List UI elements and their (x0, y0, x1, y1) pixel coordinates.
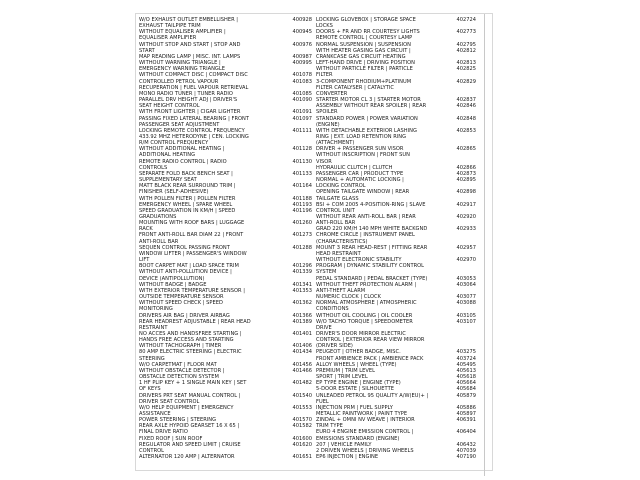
option-description: EMERGENCY WARNING TRIANGLE (139, 66, 225, 73)
option-code: 403077 (456, 294, 476, 301)
option-description: EP TYPE ENGINE | ENGINE (TYPE) (316, 380, 401, 387)
option-code: 401582 (292, 423, 312, 430)
option-description: WITH DETACHABLE EXTERIOR LASHING (316, 127, 417, 134)
option-code: 401466 (292, 367, 312, 374)
option-description: GRADUATIONS (139, 214, 177, 220)
option-code: 403105 (456, 312, 476, 319)
option-description: METALLIC PAINTWORK | PAINT TYPE (316, 411, 408, 417)
option-description: TAILGATE GLASS (316, 195, 359, 202)
option-code: 401362 (292, 300, 312, 307)
option-code: 401456 (292, 361, 312, 368)
document-page (136, 14, 492, 470)
option-code: 402873 (456, 170, 476, 177)
option-code: 402933 (456, 226, 476, 233)
option-description: REMOTE RADIO CONTROL | RADIO (139, 158, 227, 165)
option-code: 401353 (292, 287, 312, 294)
option-code: 401260 (292, 220, 312, 227)
option-code: 402917 (456, 201, 476, 208)
option-description: FUEL (316, 398, 329, 405)
option-description: PARALLEL DRV HEIGHT ADJ | DRIVER'S (139, 97, 238, 104)
option-description: DEVICE (ANTIPOLLUTION) (139, 275, 205, 282)
option-description: (ATTACHMENT) (316, 140, 355, 147)
option-description: WITHOUT THEFT PROTECTION ALARM | (316, 281, 417, 288)
option-description: CONTROLLED PETROL VAPOUR (139, 78, 219, 85)
option-description: BSI + COM 2005 4-POSITION-RING | SLAVE (316, 201, 426, 208)
option-code: 401097 (292, 115, 312, 122)
option-code: 400995 (292, 60, 312, 67)
option-code: 401130 (292, 158, 312, 165)
option-code: 401091 (292, 109, 312, 116)
option-description: DRIVE (316, 324, 332, 331)
option-description: LOCKING GLOVEBOX | STORAGE SPACE (316, 17, 416, 23)
option-description: WITH POLLEN FILTER | POLLEN FILTER (139, 195, 236, 202)
option-code: 402813 (456, 60, 476, 67)
option-code: 400976 (292, 41, 312, 48)
option-description: MATT BLACK REAR SURROUND TRIM | (139, 183, 236, 190)
option-code: 403107 (456, 318, 476, 325)
option-code: 400945 (292, 29, 312, 36)
option-code: 402724 (456, 17, 476, 23)
option-description: DOORS + FR AND RR COURTESY LIGHTS (316, 29, 420, 36)
option-code: 401389 (292, 318, 312, 325)
option-description: NUMERIC CLOCK | CLOCK (316, 294, 381, 301)
option-description: 5-DOOR ESTATE | SILHOUETTE (316, 386, 394, 393)
option-description: SUPPLEMENTARY SEAT (139, 177, 197, 184)
option-code: 405684 (456, 386, 476, 393)
option-description: EURO 4 ENGINE EMISSION CONTROL | (316, 429, 414, 436)
option-description: (ENGINE) (316, 121, 340, 128)
option-code: 405886 (456, 404, 476, 411)
option-description: SEAT HEIGHT CONTROL (139, 103, 200, 110)
option-description: LOCKING CONTROL (316, 183, 366, 190)
option-code: 401540 (292, 392, 312, 399)
option-description: START (139, 47, 155, 54)
option-code: 401341 (292, 281, 312, 288)
option-row (139, 454, 312, 460)
option-description: MONITORING (139, 306, 173, 313)
option-description: BOOT CARPET MAT | LOAD SPACE TRIM (139, 263, 239, 270)
option-description: WITHOUT ANTI-POLLUTION DEVICE | (139, 269, 232, 276)
option-code: 401401 (292, 330, 312, 337)
option-description: REMOTE CONTROL | COURTESY LAMP (316, 35, 413, 42)
option-description: LOCKS (316, 23, 333, 30)
option-code: 403724 (456, 355, 476, 362)
option-code: 401406 (292, 343, 312, 350)
option-description: PASSENGER CAR | PRODUCT TYPE (316, 170, 404, 177)
option-description: NORMAL SUSPENSION | SUSPENSION (316, 41, 411, 48)
option-description: REGULATOR AND SPEED LIMIT | CRUISE (139, 441, 241, 448)
option-description: SYSTEM (316, 269, 337, 276)
option-code: 402846 (456, 103, 476, 110)
option-description: WITHOUT REAR ANTI-ROLL BAR | REAR (316, 214, 416, 220)
option-description: WINDOW LIFTER | PASSENGER'S WINDOW (139, 250, 247, 257)
option-description: EP6 INJECTION | ENGINE (316, 454, 379, 461)
option-code: 403064 (456, 281, 476, 288)
option-description: INJECTION PRM | FUEL SUPPLY (316, 404, 393, 411)
option-description: POWER STEERING | STEERING (139, 417, 217, 424)
option-description: ALLOY WHEELS | WHEEL (TYPE) (316, 361, 397, 368)
option-description: MOUNT 3 REAR HEAD-REST | FITTING REAR (316, 244, 428, 251)
option-description: 2 DRIVEN WHEELS | DRIVING WHEELS (316, 447, 414, 454)
option-description: FILTER CATALYSER | CATALYTIC (316, 84, 394, 91)
option-description: MONO RADIO TUNER | TUNER RADIO (139, 90, 233, 97)
option-code: 403053 (456, 275, 476, 282)
option-description: GRAD 220 KM/H 140 MPH WHITE BACKGND (316, 226, 428, 233)
option-code: 401366 (292, 312, 312, 319)
option-description: (CHARACTERISTICS) (316, 238, 368, 245)
option-description: LOCKING REMOTE CONTROL FREQUENCY (139, 127, 245, 134)
option-description: WITHOUT COMPACT DISC | COMPACT DISC (139, 72, 248, 79)
option-description: STARTER MOTOR CL 3 | STARTER MOTOR (316, 97, 421, 104)
option-description: SPEED GRADUATION IN KM/H | SPEED (139, 207, 236, 214)
option-description: WITHOUT WARNING TRIANGLE | (139, 60, 221, 67)
option-code: 401651 (292, 454, 312, 461)
option-description: UNLEADED PETROL 95 QUALITY A/W(EU)+ | (316, 392, 429, 399)
option-description: PEDAL STANDARD | PEDAL BRACKET (TYPE) (316, 275, 428, 282)
option-code: 406432 (456, 441, 476, 448)
page-edge-line (484, 14, 485, 476)
option-description: WITHOUT OIL COOLING | OIL COOLER (316, 312, 413, 319)
option-description: ASSEMBLY WITHOUT REAR SPOILER | REAR (316, 103, 427, 110)
option-description: 80 AMP ELECTRIC STEERING | ELECTRIC (139, 349, 242, 356)
option-description: 433.92 MHZ HETERODYNE | CEN. LOCKING (139, 133, 249, 140)
option-description: OUTSIDE TEMPERATURE SENSOR (139, 294, 224, 301)
option-description: SEPARATE FOLD BACK BENCH SEAT | (139, 170, 233, 177)
option-description: W/O CARPETMAT | FLOOR MAT (139, 361, 217, 368)
option-description: RACK (139, 226, 153, 233)
option-description: ANTI-ROLL BAR (316, 220, 356, 227)
option-description: WITHOUT EQUALISER AMPLIFIER | (139, 29, 226, 36)
option-row (316, 454, 476, 460)
option-description: PREMIUM | TRIM LEVEL (316, 367, 375, 374)
option-code: 402795 (456, 41, 476, 48)
option-code: 402898 (456, 189, 476, 196)
option-code: 401111 (292, 127, 312, 134)
option-description: OBSTACLE DETECTION SYSTEM (139, 374, 219, 381)
option-code: 402865 (456, 146, 476, 153)
option-description: CONTROL UNIT (316, 207, 355, 214)
option-code: 402848 (456, 115, 476, 122)
option-description: WITH EXTERIOR TEMPERATURE SENSOR | (139, 287, 245, 294)
option-description: FIXED ROOF | SUN ROOF (139, 435, 203, 442)
option-description: WITHOUT TACHOGRAPH | TIMER (139, 343, 222, 350)
option-description: MAP READING LAMP | MISC. INT. LAMPS (139, 53, 241, 60)
option-description: STANDARD POWER | POWER VARIATION (316, 115, 418, 122)
option-description: WITHOUT ELECTRONIC STABILITY (316, 257, 402, 264)
option-description: RING | EXT. LOAD RETENTION RING (316, 133, 407, 140)
option-code: 402829 (456, 78, 476, 85)
option-description: W/O HELP EQUIPMENT | EMERGENCY (139, 404, 234, 411)
option-description: WITHOUT PARTICLE FILTER | PARTICLE (316, 66, 413, 73)
option-description: PROGRAM | DYNAMIC STABILITY CONTROL (316, 263, 425, 270)
option-description: MOUNTING WITH ROOF BARS | LUGGAGE (139, 220, 245, 227)
option-code: 401128 (292, 146, 312, 153)
option-description: FRONT AMBIENCE PACK | AMBIENCE PACK (316, 355, 424, 362)
option-code: 401196 (292, 207, 312, 214)
option-code: 401553 (292, 404, 312, 411)
option-description: PASSING FIXED LATERAL BEARING | FRONT (139, 115, 249, 122)
option-description: VISOR (316, 158, 332, 165)
option-description: (DRIVER SIDE) (316, 343, 353, 350)
option-code: 405618 (456, 374, 476, 381)
option-description: 3-COMPONENT RHODIUM+PLATINUM (316, 78, 412, 85)
option-description: EQUALISER AMPLIFIER (139, 35, 197, 42)
option-description: WITHOUT SPEED CHECK | SPEED (139, 300, 223, 307)
option-code: 401434 (292, 349, 312, 356)
option-description: RECUPERATION | FUEL VAPOUR RETRIEVAL (139, 84, 249, 91)
option-code: 402970 (456, 257, 476, 264)
option-description: PASSENGER SEAT ADJUSTMENT (139, 121, 220, 128)
option-description: DRIVER + PASSENGER SUN VISOR (316, 146, 404, 153)
option-code: 402866 (456, 164, 476, 171)
option-description: DRIVER'S DOOR MIRROR ELECTRIC (316, 330, 406, 337)
option-code: 400928 (292, 17, 312, 23)
option-description: TRIM TYPE (316, 423, 343, 430)
option-code: 401600 (292, 435, 312, 442)
option-description: ADDITIONAL HEATING (139, 152, 196, 159)
option-description: DRIVER SEAT CONTROL (139, 398, 200, 405)
option-description: PEUGEOT | OTHER BADGE, MISC. (316, 349, 401, 356)
option-description: EMERGENCY WHEEL | SPARE WHEEL (139, 201, 233, 208)
option-description: FILTER (316, 72, 333, 79)
option-code: 401620 (292, 441, 312, 448)
option-code: 401339 (292, 269, 312, 276)
option-description: CONTROLS (139, 164, 168, 171)
option-description: SEQUEN CONTROL PASSING FRONT (139, 244, 230, 251)
option-description: 207 | VEHICLE FAMILY (316, 441, 372, 448)
option-description: ALTERNATOR 120 AMP | ALTERNATOR (139, 454, 235, 461)
option-code: 406404 (456, 429, 476, 436)
option-description: HANDS FREE ACCESS AND STARTING (139, 337, 234, 344)
option-description: ANTI-THEFT ALARM (316, 287, 366, 294)
option-description: LEFT-HAND DRIVE | DRIVING POSITION (316, 60, 415, 67)
option-description: LIFT (139, 257, 150, 264)
option-description: EMISSIONS STANDARD (ENGINE) (316, 435, 400, 442)
option-code: 402895 (456, 177, 476, 184)
option-code: 402773 (456, 29, 476, 36)
option-code: 405664 (456, 380, 476, 387)
option-description: HEAD RESTRAINT (316, 250, 361, 257)
option-code: 401482 (292, 380, 312, 387)
option-description: REAR AXLE HYPOID GEARSET 16 X 65 | (139, 423, 240, 430)
option-description: ANTI-ROLL BAR (139, 238, 179, 245)
option-description: STEERING (139, 355, 165, 362)
option-code: 402837 (456, 97, 476, 104)
option-code: 403088 (456, 300, 476, 307)
option-code: 403275 (456, 349, 476, 356)
option-description: NORMAL + AUTOMATIC LOCKING | (316, 177, 404, 184)
option-code: 401193 (292, 201, 312, 208)
option-code: 401090 (292, 97, 312, 104)
option-description: HYDRAULIC CLUTCH | CLUTCH (316, 164, 393, 171)
option-description: REAR HEADREST ADJUSTABLE | REAR HEAD (139, 318, 251, 325)
option-code: 401083 (292, 78, 312, 85)
option-description: CONTROL | EXTERIOR REAR VIEW MIRROR (316, 337, 425, 344)
option-description: WITH FRONT LIGHTER | CIGAR LIGHTER (139, 109, 241, 116)
option-code: 401078 (292, 72, 312, 79)
option-list-left (139, 17, 312, 460)
option-description: SPORT | TRIM LEVEL (316, 374, 368, 381)
option-code: 405879 (456, 392, 476, 399)
option-description: FRONT ANTI-ROLL BAR DIAM 22 | FRONT (139, 232, 244, 239)
option-code: 405897 (456, 411, 476, 417)
option-description: CHROME CIRCLE | INSTRUMENT PANEL (316, 232, 415, 239)
option-description: WITHOUT OBSTACLE DETECTOR | (139, 367, 225, 374)
option-description: RESTRAINT (139, 324, 168, 331)
option-description: WITH HEATER GASING GAS CIRCUIT | (316, 47, 411, 54)
option-code: 407190 (456, 454, 476, 461)
option-description: OF KEYS (139, 386, 161, 393)
option-description: W/O TACHO TORQUE | SPEEDOMETER (316, 318, 413, 325)
option-description: SPOILER (316, 109, 338, 116)
option-description: CONVERTER (316, 90, 348, 97)
option-code: 402825 (456, 66, 476, 73)
option-description: W/O EXHAUST OUTLET EMBELLISHER | (139, 17, 239, 23)
option-description: WITHOUT ADDITIONAL HEATING | (139, 146, 225, 153)
option-code: 406391 (456, 417, 476, 424)
option-code: 401188 (292, 195, 312, 202)
option-code: 400987 (292, 53, 312, 60)
option-code: 402853 (456, 127, 476, 134)
option-code: 405495 (456, 361, 476, 368)
option-code: 401164 (292, 183, 312, 190)
option-code: 402812 (456, 47, 476, 54)
option-code: 402957 (456, 244, 476, 251)
option-description: WITHOUT BADGE | BADGE (139, 281, 207, 288)
option-code: 405613 (456, 367, 476, 374)
option-code: 401288 (292, 244, 312, 251)
option-code: 401133 (292, 170, 312, 177)
option-description: CONDITIONS (316, 306, 349, 313)
option-description: R/M CONTROL FREQUENCY (139, 140, 209, 147)
option-description: WITHOUT STOP AND START | STOP AND (139, 41, 241, 48)
option-description: EXHAUST TAILPIPE TRIM (139, 23, 201, 30)
option-code: 401570 (292, 417, 312, 424)
option-description: FINISHER (SELF-ADHESIVE) (139, 189, 209, 196)
option-description: OPENING TAILGATE WINDOW | REAR (316, 189, 410, 196)
option-description: FINAL DRIVE RATIO (139, 429, 188, 436)
option-code: 407039 (456, 447, 476, 454)
option-code: 401296 (292, 263, 312, 270)
option-code: 401085 (292, 90, 312, 97)
option-description: CRANKCASE GAS CIRCUIT HEATING (316, 53, 406, 60)
option-description: ZINDAL + OMNI NV WEAVE | INTERIOR (316, 417, 415, 424)
option-description: CONTROL (139, 447, 165, 454)
option-description: DRIVERS AIR BAG | DRIVER AIRBAG (139, 312, 230, 319)
option-description: WITHOUT INSCRIPTION | FRONT SUN (316, 152, 410, 159)
option-description: 1 HF PLIP KEY + 1 SINGLE MAIN KEY | SET (139, 380, 247, 387)
option-description: ASSISTANCE (139, 411, 171, 417)
option-code: 401273 (292, 232, 312, 239)
option-list-right (316, 17, 476, 460)
option-description: DRIVERS PRT SEAT MANUAL CONTROL | (139, 392, 241, 399)
option-description: NORMAL ATMOSPHERE | ATMOSPHERIC (316, 300, 417, 307)
option-code: 402920 (456, 214, 476, 220)
option-description: NO ACCES AND HANDSFREE STARTING | (139, 330, 242, 337)
